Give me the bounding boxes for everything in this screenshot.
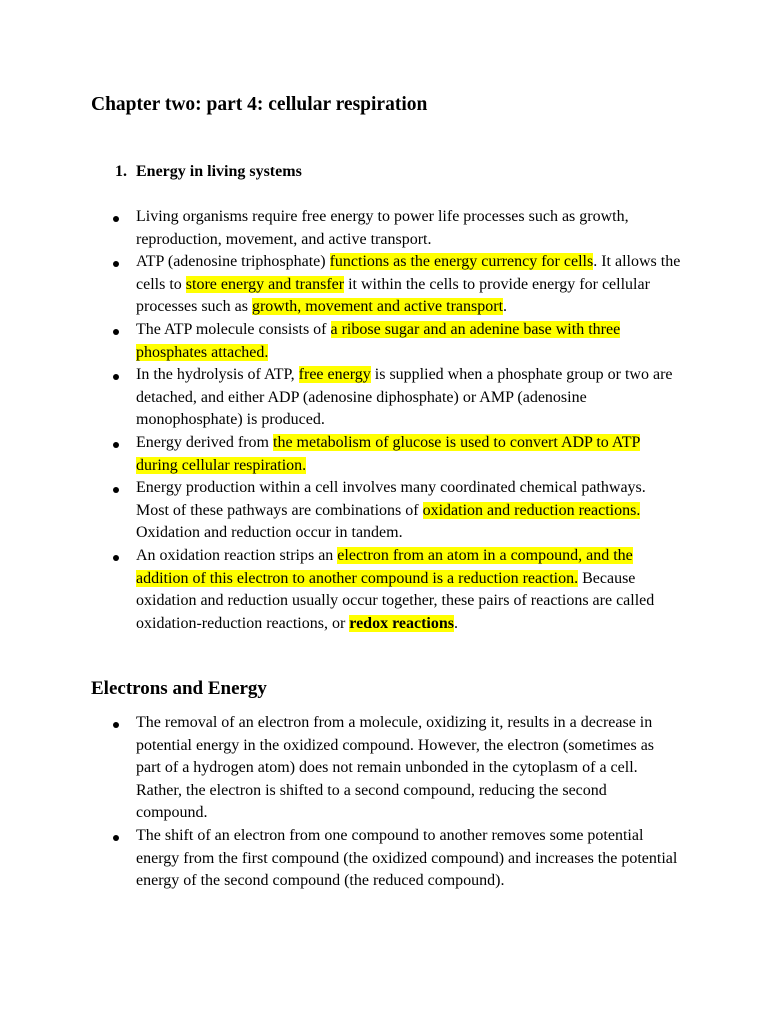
list-item: [0, 712, 681, 825]
list-item: [0, 206, 681, 251]
bullet-text: The shift of an electron from one compound to another removes some potential energy from the first compound (the oxidized compound) and increases the potential energy of the second compound (the reduced compound).: [136, 826, 678, 890]
highlighted-text: the metabolism of glucose is used to convert ADP to ATP during cellular respiration.: [136, 433, 641, 474]
bullet-icon: [113, 555, 119, 561]
highlighted-text: store energy and transfer: [185, 275, 345, 293]
bullet-icon: [113, 329, 119, 335]
bullet-text: ATP (adenosine triphosphate): [136, 253, 330, 271]
highlighted-text: growth, movement and active transport: [251, 298, 504, 316]
bullet-text: In the hydrolysis of ATP,: [136, 366, 299, 384]
bullet-text: The ATP molecule consists of: [136, 320, 331, 338]
list-item: [0, 477, 681, 545]
list-item: [0, 251, 681, 319]
bullet-text: it within the cells to provide energy for cellular processes such as: [136, 275, 650, 316]
bullet-text: Energy derived from: [136, 433, 273, 451]
bullet-text: .: [454, 614, 458, 632]
bullet-icon: [113, 722, 119, 728]
list-item: [0, 545, 681, 635]
bullet-icon: [113, 216, 119, 222]
list-item: [0, 432, 681, 477]
section-heading-energy: [115, 161, 302, 183]
highlighted-text: functions as the energy currency for cells: [329, 253, 594, 271]
bullet-text: Energy production within a cell involves many coordinated chemical pathways. Most of these pathways are combinations of: [136, 479, 646, 519]
bullet-icon: [113, 835, 119, 841]
bullet-list-electrons: [0, 712, 768, 893]
list-item: [0, 319, 681, 364]
section-heading-text: Energy in living systems: [136, 163, 302, 180]
list-item: [0, 825, 681, 893]
bullet-text: .: [503, 298, 508, 316]
bullet-icon: [113, 487, 119, 493]
section-number: 1.: [115, 163, 127, 180]
bullet-icon: [113, 442, 119, 448]
list-item: [0, 364, 681, 432]
page-title: Chapter two: part 4: cellular respiration: [91, 94, 428, 115]
bullet-icon: [113, 374, 119, 380]
bullet-icon: [113, 261, 119, 267]
bullet-text: is supplied when a phosphate group or two are detached, and either ADP (adenosine diphosphate) or AMP (adenosine monophosphate) is produced.: [136, 366, 673, 429]
bullet-text: Oxidation and reduction occur in tandem.: [136, 524, 403, 542]
bullet-text: An oxidation reaction strips an: [136, 546, 338, 564]
highlighted-bold-text: redox reactions: [349, 614, 454, 632]
bullet-list-energy: [0, 206, 768, 635]
highlighted-text: oxidation and reduction reactions.: [422, 501, 641, 519]
bullet-text: Because oxidation and reduction usually occur together, these pairs of reactions are called oxidation-reduction reactions, or: [136, 569, 655, 632]
bullet-text: . It allows the cells to: [136, 253, 681, 293]
bullet-text: The removal of an electron from a molecule, oxidizing it, results in a decrease in potential energy in the oxidized compound. However, the electron (sometimes as part of a hydrogen atom) does not remain unbonded in the cytoplasm of a cell. Rather, the electron is shifted to a second compound, reducing the second compound.: [136, 714, 655, 822]
highlighted-text: a ribose sugar and an adenine base with three phosphates attached.: [136, 320, 621, 361]
bullet-text: Living organisms require free energy to power life processes such as growth, reproduction, movement, and active transport.: [136, 208, 629, 248]
highlighted-text: free energy: [298, 366, 371, 384]
highlighted-text: electron from an atom in a compound, and the addition of this electron to another compound is a reduction reaction.: [136, 546, 633, 587]
section-heading-electrons: Electrons and Energy: [91, 678, 267, 699]
